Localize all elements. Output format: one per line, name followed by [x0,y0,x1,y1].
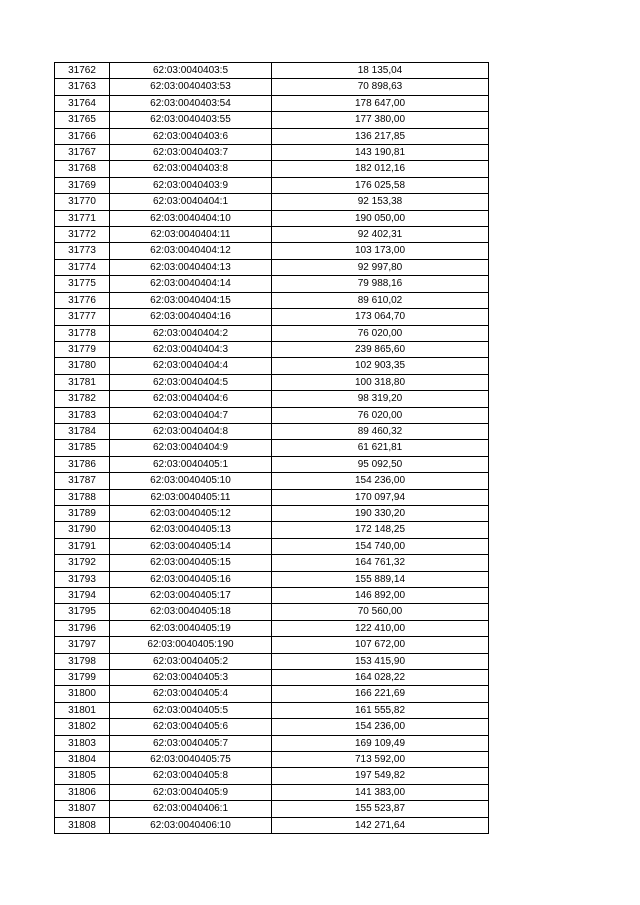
value-cell: 155 889,14 [272,571,489,587]
cadastral-number-cell: 62:03:0040403:54 [110,95,272,111]
row-number-cell: 31789 [55,505,110,521]
cadastral-number-cell: 62:03:0040404:4 [110,358,272,374]
row-number-cell: 31765 [55,112,110,128]
table-row [55,276,489,292]
value-cell: 176 025,58 [272,177,489,193]
row-number-cell: 31774 [55,259,110,275]
value-cell: 197 549,82 [272,768,489,784]
table-row [55,128,489,144]
table-row [55,309,489,325]
row-number-cell: 31764 [55,95,110,111]
value-cell: 713 592,00 [272,752,489,768]
value-cell: 92 402,31 [272,227,489,243]
cadastral-number-cell: 62:03:0040405:7 [110,735,272,751]
row-number-cell: 31776 [55,292,110,308]
table-row [55,63,489,79]
value-cell: 239 865,60 [272,341,489,357]
value-cell: 169 109,49 [272,735,489,751]
value-cell: 89 610,02 [272,292,489,308]
row-number-cell: 31779 [55,341,110,357]
cadastral-number-cell: 62:03:0040405:13 [110,522,272,538]
row-number-cell: 31805 [55,768,110,784]
cadastral-number-cell: 62:03:0040404:6 [110,391,272,407]
cadastral-number-cell: 62:03:0040405:11 [110,489,272,505]
row-number-cell: 31769 [55,177,110,193]
table-row [55,79,489,95]
row-number-cell: 31808 [55,817,110,833]
value-cell: 70 560,00 [272,604,489,620]
cadastral-number-cell: 62:03:0040404:14 [110,276,272,292]
row-number-cell: 31772 [55,227,110,243]
table-row [55,801,489,817]
row-number-cell: 31801 [55,702,110,718]
row-number-cell: 31780 [55,358,110,374]
cadastral-number-cell: 62:03:0040405:19 [110,620,272,636]
row-number-cell: 31788 [55,489,110,505]
row-number-cell: 31766 [55,128,110,144]
table-row [55,227,489,243]
cadastral-number-cell: 62:03:0040404:10 [110,210,272,226]
row-number-cell: 31783 [55,407,110,423]
row-number-cell: 31768 [55,161,110,177]
cadastral-number-cell: 62:03:0040405:6 [110,719,272,735]
value-cell: 18 135,04 [272,63,489,79]
row-number-cell: 31762 [55,63,110,79]
value-cell: 154 236,00 [272,719,489,735]
value-cell: 107 672,00 [272,637,489,653]
row-number-cell: 31773 [55,243,110,259]
value-cell: 143 190,81 [272,145,489,161]
value-cell: 141 383,00 [272,784,489,800]
value-cell: 164 028,22 [272,670,489,686]
value-cell: 153 415,90 [272,653,489,669]
table-row [55,292,489,308]
table-row [55,259,489,275]
row-number-cell: 31777 [55,309,110,325]
value-cell: 154 236,00 [272,473,489,489]
cadastral-number-cell: 62:03:0040404:3 [110,341,272,357]
table-row [55,817,489,833]
row-number-cell: 31786 [55,456,110,472]
cadastral-number-cell: 62:03:0040405:8 [110,768,272,784]
table-row [55,555,489,571]
value-cell: 142 271,64 [272,817,489,833]
cadastral-number-cell: 62:03:0040404:16 [110,309,272,325]
cadastral-number-cell: 62:03:0040405:16 [110,571,272,587]
table-row [55,391,489,407]
value-cell: 172 148,25 [272,522,489,538]
value-cell: 79 988,16 [272,276,489,292]
cadastral-number-cell: 62:03:0040403:55 [110,112,272,128]
value-cell: 61 621,81 [272,440,489,456]
table-row [55,686,489,702]
row-number-cell: 31771 [55,210,110,226]
row-number-cell: 31775 [55,276,110,292]
row-number-cell: 31795 [55,604,110,620]
cadastral-number-cell: 62:03:0040403:53 [110,79,272,95]
value-cell: 182 012,16 [272,161,489,177]
table-row [55,210,489,226]
cadastral-number-cell: 62:03:0040405:75 [110,752,272,768]
cadastral-number-cell: 62:03:0040405:4 [110,686,272,702]
table-row [55,161,489,177]
table-row [55,423,489,439]
table-row [55,637,489,653]
row-number-cell: 31791 [55,538,110,554]
value-cell: 98 319,20 [272,391,489,407]
table-body [55,63,489,834]
table-row [55,620,489,636]
table-row [55,325,489,341]
cadastral-number-cell: 62:03:0040403:5 [110,63,272,79]
value-cell: 103 173,00 [272,243,489,259]
value-cell: 92 153,38 [272,194,489,210]
row-number-cell: 31806 [55,784,110,800]
table-row [55,505,489,521]
value-cell: 89 460,32 [272,423,489,439]
value-cell: 92 997,80 [272,259,489,275]
row-number-cell: 31794 [55,588,110,604]
table-row [55,177,489,193]
value-cell: 177 380,00 [272,112,489,128]
row-number-cell: 31796 [55,620,110,636]
table-row [55,358,489,374]
row-number-cell: 31799 [55,670,110,686]
data-table [54,62,489,834]
row-number-cell: 31800 [55,686,110,702]
cadastral-number-cell: 62:03:0040406:1 [110,801,272,817]
row-number-cell: 31763 [55,79,110,95]
table-row [55,374,489,390]
cadastral-number-cell: 62:03:0040405:1 [110,456,272,472]
cadastral-number-cell: 62:03:0040405:2 [110,653,272,669]
cadastral-number-cell: 62:03:0040405:5 [110,702,272,718]
cadastral-number-cell: 62:03:0040404:2 [110,325,272,341]
table-row [55,588,489,604]
value-cell: 95 092,50 [272,456,489,472]
row-number-cell: 31787 [55,473,110,489]
row-number-cell: 31793 [55,571,110,587]
table-row [55,604,489,620]
cadastral-number-cell: 62:03:0040404:7 [110,407,272,423]
row-number-cell: 31785 [55,440,110,456]
cadastral-number-cell: 62:03:0040404:11 [110,227,272,243]
cadastral-number-cell: 62:03:0040405:15 [110,555,272,571]
value-cell: 100 318,80 [272,374,489,390]
cadastral-number-cell: 62:03:0040405:190 [110,637,272,653]
row-number-cell: 31807 [55,801,110,817]
cadastral-number-cell: 62:03:0040405:14 [110,538,272,554]
cadastral-number-cell: 62:03:0040405:10 [110,473,272,489]
table-row [55,145,489,161]
table-row [55,719,489,735]
table-row [55,522,489,538]
row-number-cell: 31782 [55,391,110,407]
table-row [55,538,489,554]
row-number-cell: 31797 [55,637,110,653]
value-cell: 166 221,69 [272,686,489,702]
cadastral-number-cell: 62:03:0040405:9 [110,784,272,800]
cadastral-number-cell: 62:03:0040404:15 [110,292,272,308]
value-cell: 178 647,00 [272,95,489,111]
cadastral-number-cell: 62:03:0040405:18 [110,604,272,620]
cadastral-number-cell: 62:03:0040404:8 [110,423,272,439]
cadastral-number-cell: 62:03:0040403:9 [110,177,272,193]
row-number-cell: 31790 [55,522,110,538]
table-row [55,341,489,357]
cadastral-number-cell: 62:03:0040403:6 [110,128,272,144]
value-cell: 164 761,32 [272,555,489,571]
cadastral-number-cell: 62:03:0040405:17 [110,588,272,604]
cadastral-number-cell: 62:03:0040403:7 [110,145,272,161]
table-row [55,95,489,111]
value-cell: 154 740,00 [272,538,489,554]
row-number-cell: 31804 [55,752,110,768]
row-number-cell: 31781 [55,374,110,390]
table-row [55,407,489,423]
row-number-cell: 31767 [55,145,110,161]
cadastral-number-cell: 62:03:0040403:8 [110,161,272,177]
value-cell: 122 410,00 [272,620,489,636]
table-row [55,653,489,669]
cadastral-number-cell: 62:03:0040404:5 [110,374,272,390]
table-row [55,489,489,505]
row-number-cell: 31798 [55,653,110,669]
row-number-cell: 31784 [55,423,110,439]
value-cell: 161 555,82 [272,702,489,718]
value-cell: 170 097,94 [272,489,489,505]
cadastral-number-cell: 62:03:0040404:1 [110,194,272,210]
table-row [55,571,489,587]
table-row [55,735,489,751]
value-cell: 190 050,00 [272,210,489,226]
table-row [55,473,489,489]
table-row [55,112,489,128]
cadastral-number-cell: 62:03:0040404:13 [110,259,272,275]
row-number-cell: 31803 [55,735,110,751]
value-cell: 70 898,63 [272,79,489,95]
table-row [55,194,489,210]
row-number-cell: 31770 [55,194,110,210]
cadastral-number-cell: 62:03:0040405:3 [110,670,272,686]
table-row [55,456,489,472]
value-cell: 146 892,00 [272,588,489,604]
cadastral-number-cell: 62:03:0040404:9 [110,440,272,456]
value-cell: 76 020,00 [272,407,489,423]
table-row [55,768,489,784]
value-cell: 76 020,00 [272,325,489,341]
cadastral-number-cell: 62:03:0040404:12 [110,243,272,259]
table-row [55,670,489,686]
value-cell: 190 330,20 [272,505,489,521]
row-number-cell: 31778 [55,325,110,341]
value-cell: 173 064,70 [272,309,489,325]
value-cell: 136 217,85 [272,128,489,144]
cadastral-number-cell: 62:03:0040405:12 [110,505,272,521]
row-number-cell: 31802 [55,719,110,735]
table-row [55,440,489,456]
table-row [55,702,489,718]
value-cell: 102 903,35 [272,358,489,374]
row-number-cell: 31792 [55,555,110,571]
cadastral-number-cell: 62:03:0040406:10 [110,817,272,833]
table-row [55,243,489,259]
table-row [55,784,489,800]
value-cell: 155 523,87 [272,801,489,817]
table-row [55,752,489,768]
